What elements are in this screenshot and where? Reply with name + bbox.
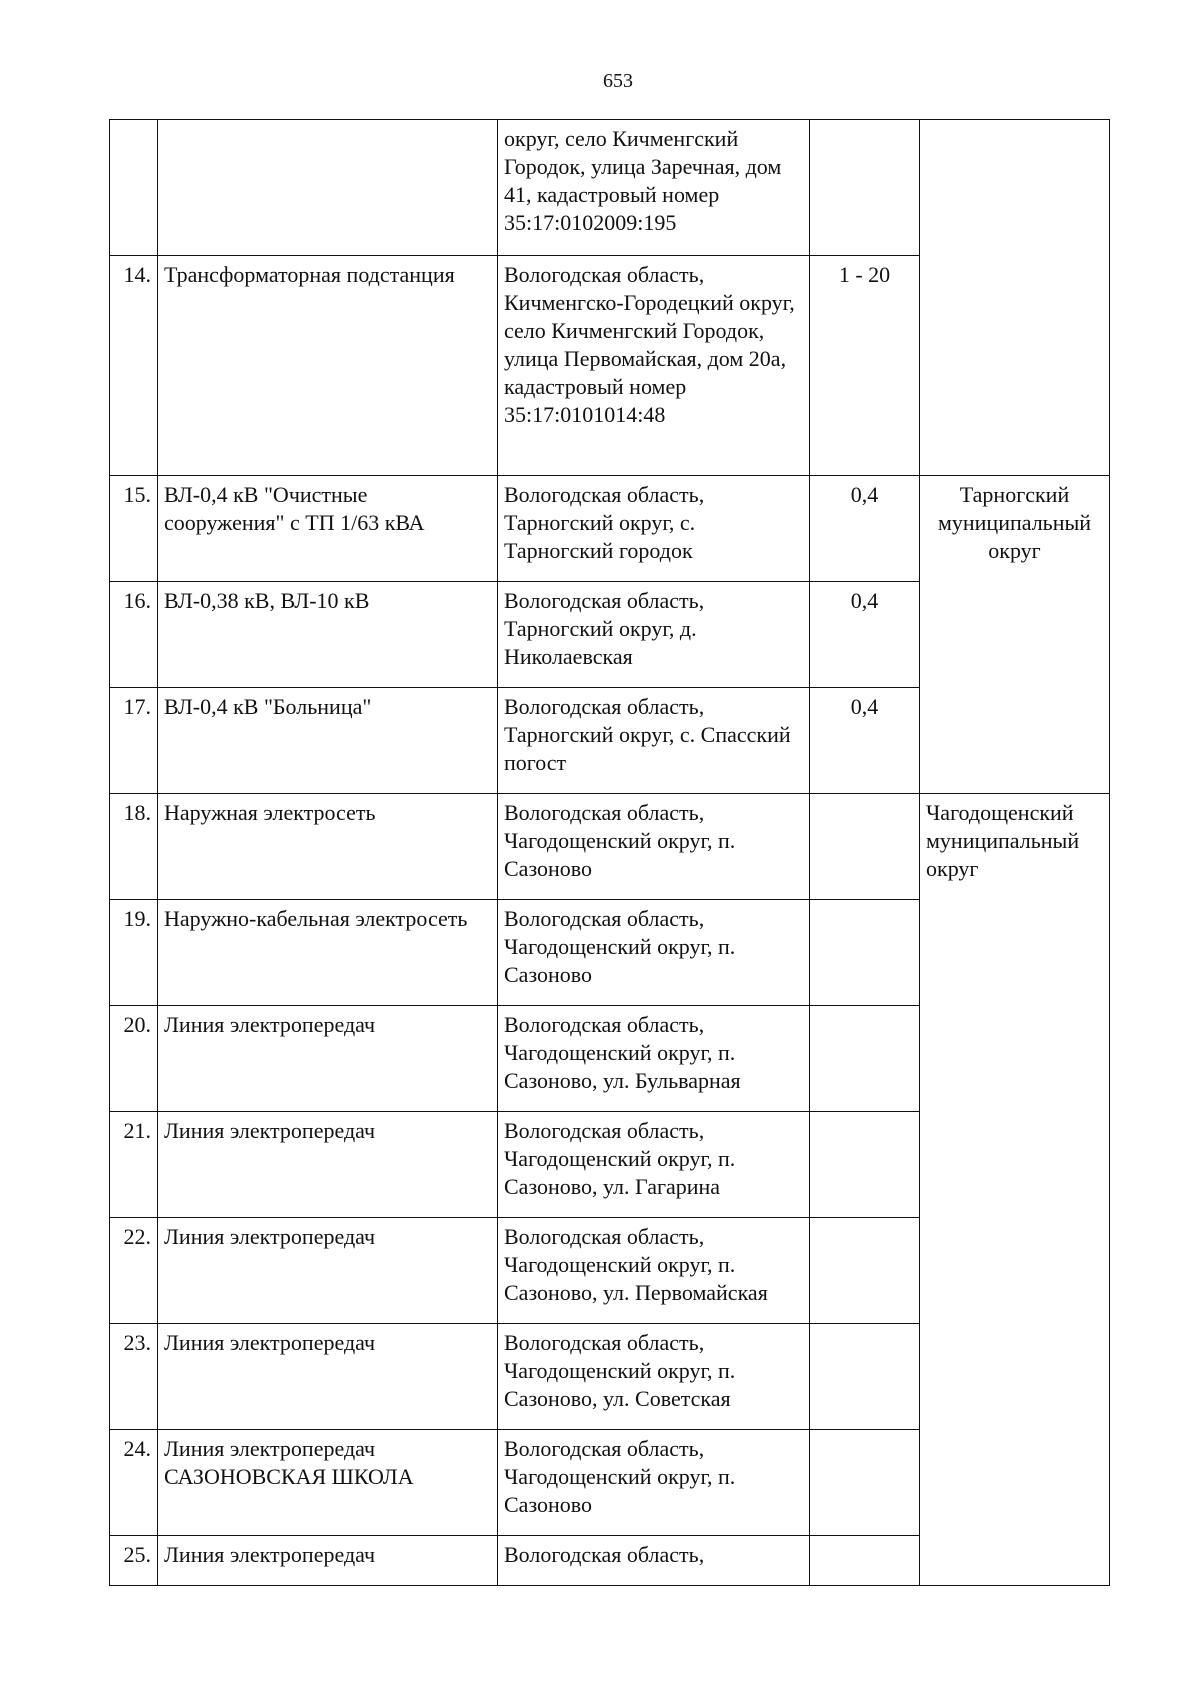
district-cell-chagodoshchensky: Чагодощенский муниципальный округ xyxy=(920,794,1110,1586)
facility-voltage: 0,4 xyxy=(810,582,920,688)
row-number: 24. xyxy=(110,1430,158,1536)
facility-name: ВЛ-0,4 кВ "Больница" xyxy=(158,688,498,794)
facility-voltage: 0,4 xyxy=(810,688,920,794)
row-number: 23. xyxy=(110,1324,158,1430)
page-number: 653 xyxy=(603,70,633,92)
row-number: 15. xyxy=(110,476,158,582)
facility-address: Вологодская область, Тарногский округ, с. Тарногский городок xyxy=(498,476,810,582)
facility-address: Вологодская область, Чагодощенский округ, п. Сазоново xyxy=(498,1430,810,1536)
row-number: 18. xyxy=(110,794,158,900)
facilities-table xyxy=(109,119,1110,1586)
table-row xyxy=(110,794,1110,900)
facility-name: Трансформаторная подстанция xyxy=(158,256,498,476)
facility-address: Вологодская область, Чагодощенский округ, п. Сазоново xyxy=(498,794,810,900)
facility-name: Линия электропередач xyxy=(158,1536,498,1586)
facility-address: Вологодская область, xyxy=(498,1536,810,1586)
facility-name: ВЛ-0,4 кВ "Очистные сооружения" с ТП 1/63 кВА xyxy=(158,476,498,582)
facility-name: ВЛ-0,38 кВ, ВЛ-10 кВ xyxy=(158,582,498,688)
row-number: 22. xyxy=(110,1218,158,1324)
facility-address: Вологодская область, Тарногский округ, с. Спасский погост xyxy=(498,688,810,794)
facility-voltage xyxy=(810,1112,920,1218)
facility-voltage xyxy=(810,1536,920,1586)
facility-voltage xyxy=(810,900,920,1006)
facility-address: Вологодская область, Кичменгско-Городецкий округ, село Кичменгский Городок, улица Первомайская, дом 20а, кадастровый номер 35:17:0101014:48 xyxy=(498,256,810,476)
row-number: 21. xyxy=(110,1112,158,1218)
facility-name: Линия электропередач САЗОНОВСКАЯ ШКОЛА xyxy=(158,1430,498,1536)
row-number: 16. xyxy=(110,582,158,688)
facility-voltage xyxy=(810,120,920,256)
facility-name: Линия электропередач xyxy=(158,1218,498,1324)
district-cell xyxy=(920,120,1110,476)
table-row xyxy=(110,476,1110,582)
facility-voltage xyxy=(810,1006,920,1112)
row-number: 14. xyxy=(110,256,158,476)
facility-address: Вологодская область, Чагодощенский округ, п. Сазоново, ул. Советская xyxy=(498,1324,810,1430)
facility-name: Наружная электросеть xyxy=(158,794,498,900)
facility-name xyxy=(158,120,498,256)
row-number: 17. xyxy=(110,688,158,794)
facility-voltage xyxy=(810,1218,920,1324)
facility-voltage: 1 - 20 xyxy=(810,256,920,476)
row-number: 25. xyxy=(110,1536,158,1586)
facility-address: Вологодская область, Чагодощенский округ, п. Сазоново, ул. Бульварная xyxy=(498,1006,810,1112)
facility-address: Вологодская область, Чагодощенский округ, п. Сазоново, ул. Первомайская xyxy=(498,1218,810,1324)
facility-address: Вологодская область, Тарногский округ, д. Николаевская xyxy=(498,582,810,688)
facility-name: Линия электропередач xyxy=(158,1112,498,1218)
facility-name: Наружно-кабельная электросеть xyxy=(158,900,498,1006)
district-cell-tarnogsky: Тарногский муниципальный округ xyxy=(920,476,1110,794)
row-number: 20. xyxy=(110,1006,158,1112)
facility-address: Вологодская область, Чагодощенский округ, п. Сазоново, ул. Гагарина xyxy=(498,1112,810,1218)
row-number xyxy=(110,120,158,256)
facility-name: Линия электропередач xyxy=(158,1006,498,1112)
facility-voltage xyxy=(810,1430,920,1536)
table-row xyxy=(110,120,1110,256)
facility-address: округ, село Кичменгский Городок, улица Заречная, дом 41, кадастровый номер 35:17:0102009:195 xyxy=(498,120,810,256)
row-number: 19. xyxy=(110,900,158,1006)
facility-voltage xyxy=(810,794,920,900)
facility-address: Вологодская область, Чагодощенский округ, п. Сазоново xyxy=(498,900,810,1006)
facility-voltage xyxy=(810,1324,920,1430)
facility-name: Линия электропередач xyxy=(158,1324,498,1430)
facility-voltage: 0,4 xyxy=(810,476,920,582)
